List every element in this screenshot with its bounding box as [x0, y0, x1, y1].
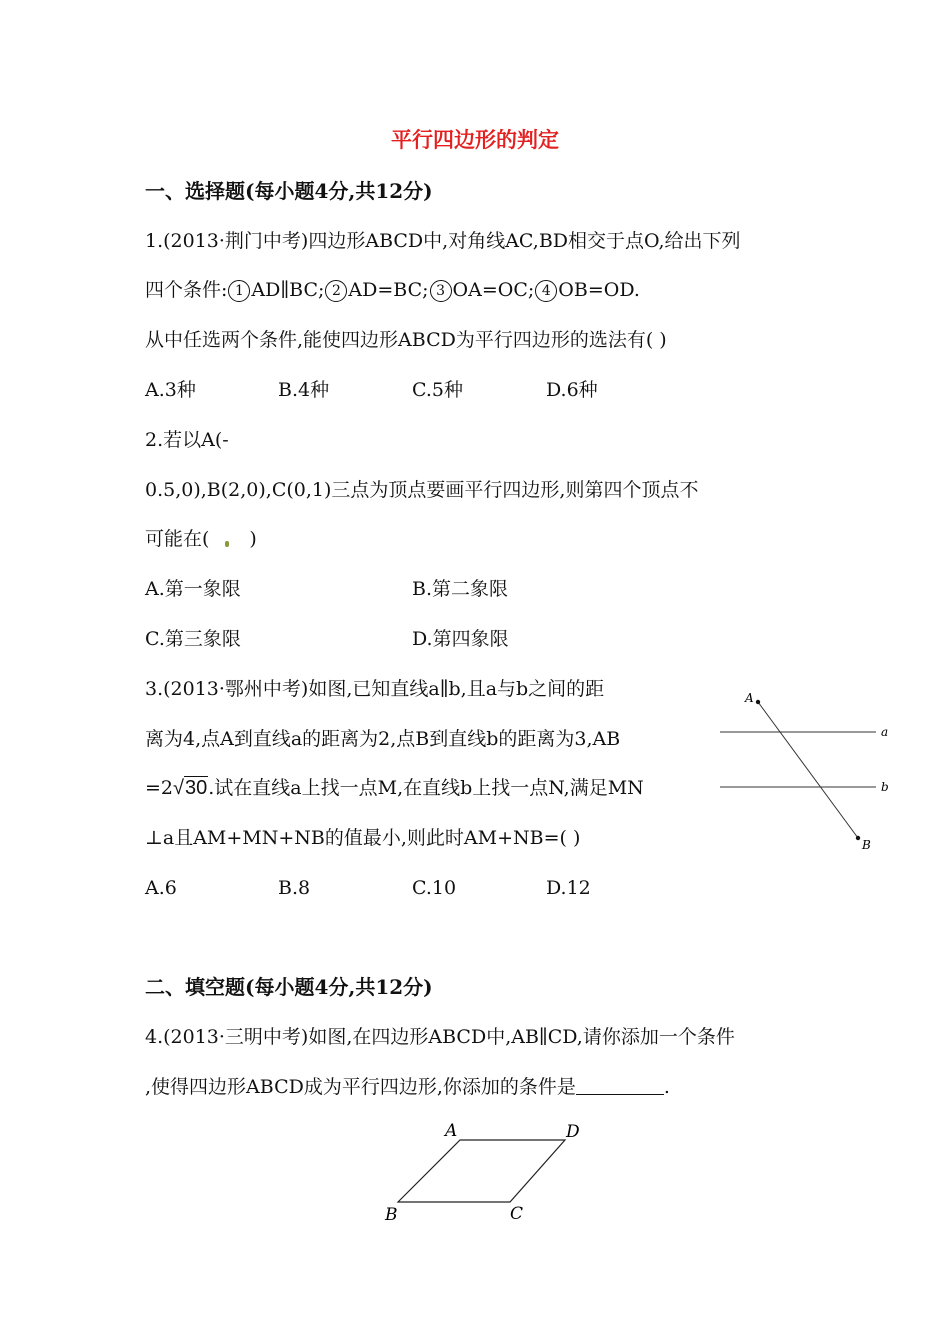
q3-line-1: 3.(2013·鄂州中考)如图,已知直线a∥b,且a与b之间的距	[145, 678, 605, 700]
radical-sign: √	[173, 777, 184, 799]
q1-conditions-prefix: 四个条件:	[145, 279, 228, 301]
q2-option-a: A.第一象限	[145, 578, 241, 600]
q3-option-b: B.8	[278, 877, 311, 899]
q2-option-c: C.第三象限	[145, 628, 241, 650]
q3-option-a: A.6	[145, 877, 177, 899]
q1-line-3: 从中任选两个条件,能使四边形ABCD为平行四边形的选法有( )	[145, 329, 667, 351]
section-2-heading: 二、填空题(每小题4分,共12分)	[145, 975, 433, 999]
q3-option-d: D.12	[546, 877, 591, 899]
answer-blank-mark	[225, 541, 229, 547]
q3-parallel-lines-figure	[710, 680, 910, 860]
q3-option-c: C.10	[412, 877, 457, 899]
q4-line-2	[145, 1074, 670, 1100]
q2-line-3-prefix: 可能在(	[145, 528, 210, 550]
q2-option-b: B.第二象限	[412, 578, 509, 600]
q3-line-3-suffix: .试在直线a上找一点M,在直线b上找一点N,满足MN	[208, 777, 644, 799]
radicand: 30	[185, 777, 208, 799]
q1-option-b: B.4种	[278, 379, 330, 401]
q3-line-2: 离为4,点A到直线a的距离为2,点B到直线b的距离为3,AB	[145, 728, 621, 750]
q2-line-1: 2.若以A(-	[145, 429, 229, 451]
q2-line-2: 0.5,0),B(2,0),C(0,1)三点为顶点要画平行四边形,则第四个顶点不	[145, 479, 699, 501]
q1-option-c: C.5种	[412, 379, 463, 401]
circled-number-2: 2	[325, 280, 347, 302]
label-vertex-b: B	[385, 1205, 398, 1225]
q1-line-2	[145, 277, 640, 303]
q3-line-3-prefix: =2	[145, 777, 174, 799]
q1-option-d: D.6种	[546, 379, 598, 401]
q1-line-1: 1.(2013·荆门中考)四边形ABCD中,对角线AC,BD相交于点O,给出下列	[145, 230, 741, 252]
q1-option-a: A.3种	[145, 379, 196, 401]
label-vertex-d: D	[566, 1122, 580, 1142]
q2-option-d: D.第四象限	[412, 628, 509, 650]
q1-condition-2: AD=BC;	[348, 279, 429, 301]
circled-number-1: 1	[228, 280, 250, 302]
point-a	[756, 700, 760, 704]
answer-blank	[576, 1076, 664, 1095]
label-point-b: B	[862, 838, 871, 852]
q4-line-2-prefix: ,使得四边形ABCD成为平行四边形,你添加的条件是	[145, 1076, 576, 1098]
label-line-b: b	[881, 780, 889, 794]
q1-condition-3: OA=OC;	[452, 279, 535, 301]
label-vertex-a: A	[445, 1121, 458, 1141]
label-point-a: A	[745, 691, 754, 705]
q4-line-1: 4.(2013·三明中考)如图,在四边形ABCD中,AB∥CD,请你添加一个条件	[145, 1026, 735, 1048]
q1-condition-1: AD∥BC;	[251, 279, 325, 301]
label-line-a: a	[881, 725, 889, 739]
q3-line-3	[145, 775, 644, 801]
label-vertex-c: C	[510, 1204, 524, 1224]
segment-ab	[758, 702, 858, 838]
section-1-heading: 一、选择题(每小题4分,共12分)	[145, 179, 433, 203]
parallelogram-abcd	[398, 1140, 565, 1202]
page-title: 平行四边形的判定	[391, 127, 559, 152]
q1-condition-4: OB=OD.	[558, 279, 640, 301]
q4-parallelogram-figure	[375, 1115, 595, 1230]
point-b	[856, 836, 860, 840]
circled-number-4: 4	[535, 280, 557, 302]
q2-line-3-suffix: )	[249, 528, 257, 550]
q3-line-4: ⊥a且AM+MN+NB的值最小,则此时AM+NB=( )	[145, 827, 581, 849]
q2-line-3	[145, 526, 257, 552]
sqrt-expression	[173, 775, 208, 801]
q4-line-2-suffix: .	[663, 1076, 670, 1098]
circled-number-3: 3	[430, 280, 452, 302]
